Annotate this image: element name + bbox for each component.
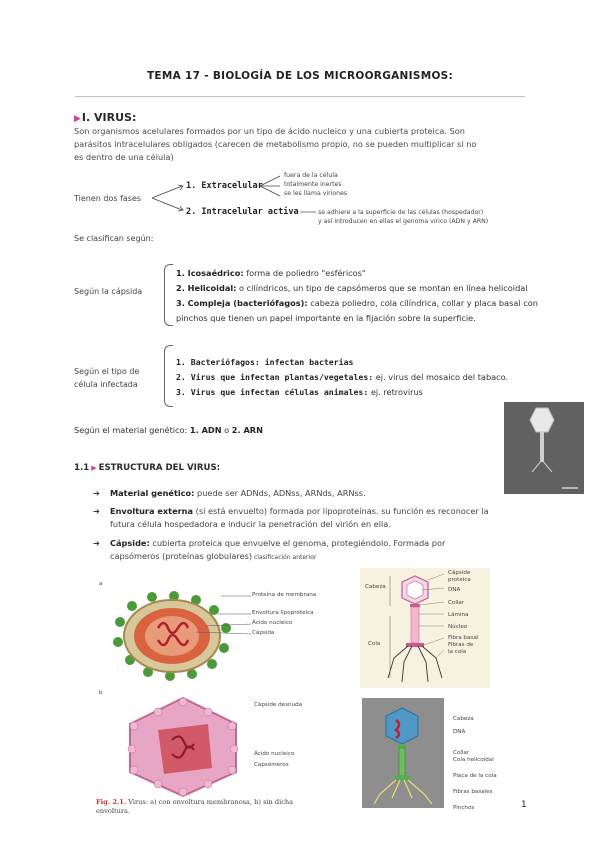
capsida-list	[176, 266, 586, 326]
phase-intracelular: 2. Intracelular activa	[186, 207, 299, 217]
material-genetico-line: Según el material genético: 1. ADN o 2. ARN	[74, 425, 263, 435]
page-title: TEMA 17 - BIOLOGÍA DE LOS MICROORGANISMOS:	[146, 70, 454, 82]
phases-label: Tienen dos fases	[74, 194, 142, 203]
arrow-bullet-icon: ➔	[93, 506, 100, 516]
section-heading-virus: ▶I. VIRUS:	[74, 111, 137, 124]
pink-arrow-icon: ▶	[74, 114, 81, 124]
phase-extracelular: 1. Extracelular	[186, 181, 263, 191]
phage-micrograph	[504, 402, 584, 494]
list-item: 2. Helicoidal: o cilíndricos, un tipo de capsómeros que se montan en línea helicoidal	[176, 283, 528, 293]
bullet-capside: ➔ Cápside: cubierta proteica que envuelve el genoma, protegiéndolo. Formada por capsómeros (proteínas globulares) clasificación anterior	[93, 538, 446, 561]
figure-letter-b: b	[99, 690, 103, 696]
phage-photo	[362, 698, 444, 808]
clasifican-label: Se clasifican según:	[74, 234, 154, 243]
title-divider	[75, 96, 525, 97]
capsida-label: Según la cápsida	[74, 287, 143, 296]
figure-letter-a: a	[99, 581, 103, 587]
list-item: 3. Virus que infectan células animales: ej. retrovirus	[176, 387, 423, 397]
naked-virus-illustration	[108, 694, 258, 800]
section-heading-estructura: 1.1 ▶ ESTRUCTURA DEL VIRUS:	[74, 463, 221, 473]
enveloped-virus-illustration	[96, 584, 256, 684]
list-item: 3. Compleja (bacteriófagos): cabeza poliedro, cola cilíndrica, collar y placa basal con	[176, 298, 538, 308]
celula-brace	[164, 345, 173, 407]
list-item: 1. Icosaédrico: forma de poliedro "esféricos"	[176, 268, 366, 278]
bullet-material-genetico: ➔ Material genético: puede ser ADNds, ADNss, ARNds, ARNss.	[93, 488, 366, 498]
intracelular-notes: se adhiere a la superficie de las células (hospedador) y así introducen en ellas el genoma vírico (ADN y ARN)	[318, 209, 489, 225]
celula-label: Según el tipo de célula infectada	[74, 367, 140, 389]
list-item: 1. Bacteriófagos: infectan bacterias	[176, 357, 354, 367]
extracelular-notes: fuera de la célula totalmente inertes se les llama viriones	[284, 172, 348, 197]
labels-figure-a: Proteína de membrana Envoltura lipoproteica Ácido nucleico Cápsida	[252, 592, 317, 636]
figure-caption: Fig. 2.1. Virus: a) con envoltura membranosa, b) sin dicha envoltura.	[96, 798, 294, 815]
pink-arrow-icon: ▶	[91, 464, 97, 472]
phage-head-label: Cabeza	[365, 584, 386, 590]
labels-figure-b: Cápside desnuda Ácido nucleico Capsómeros	[254, 702, 303, 768]
intro-paragraph: Son organismos acelulares formados por un tipo de ácido nucleico y una cubierta proteica. Son parásitos intracelulares obligados (carecen de metabolismo propio, no se pueden multiplicar si no es dentro de una célula)	[74, 126, 477, 162]
list-item: 2. Virus que infectan plantas/vegetales: ej. virus del mosaico del tabaco.	[176, 372, 509, 382]
bullet-envoltura: ➔ Envoltura externa (si está envuelto) formada por lipoproteínas. su función es reconocer la futura célula hospedadora e inducir la penetración del virión en ella.	[93, 506, 489, 529]
phage-tail-label: Cola	[368, 641, 381, 647]
arrow-bullet-icon: ➔	[93, 538, 100, 548]
capsida-brace	[164, 264, 173, 326]
page-number: 1	[521, 800, 527, 810]
labels-phage-photo: Cabeza DNA Collar Cola helicoidal Placa de la cola Fibras basales Pinchos	[453, 716, 497, 811]
celula-list	[176, 355, 508, 400]
arrow-bullet-icon: ➔	[93, 488, 100, 498]
list-item: pinchos que tienen un papel importante en la fijación sobre la superficie.	[176, 313, 476, 323]
labels-phage-diagram: Cápside proteica DNA Collar Lámina Núcleo Fibra basal Fibras de la cola	[448, 570, 479, 655]
